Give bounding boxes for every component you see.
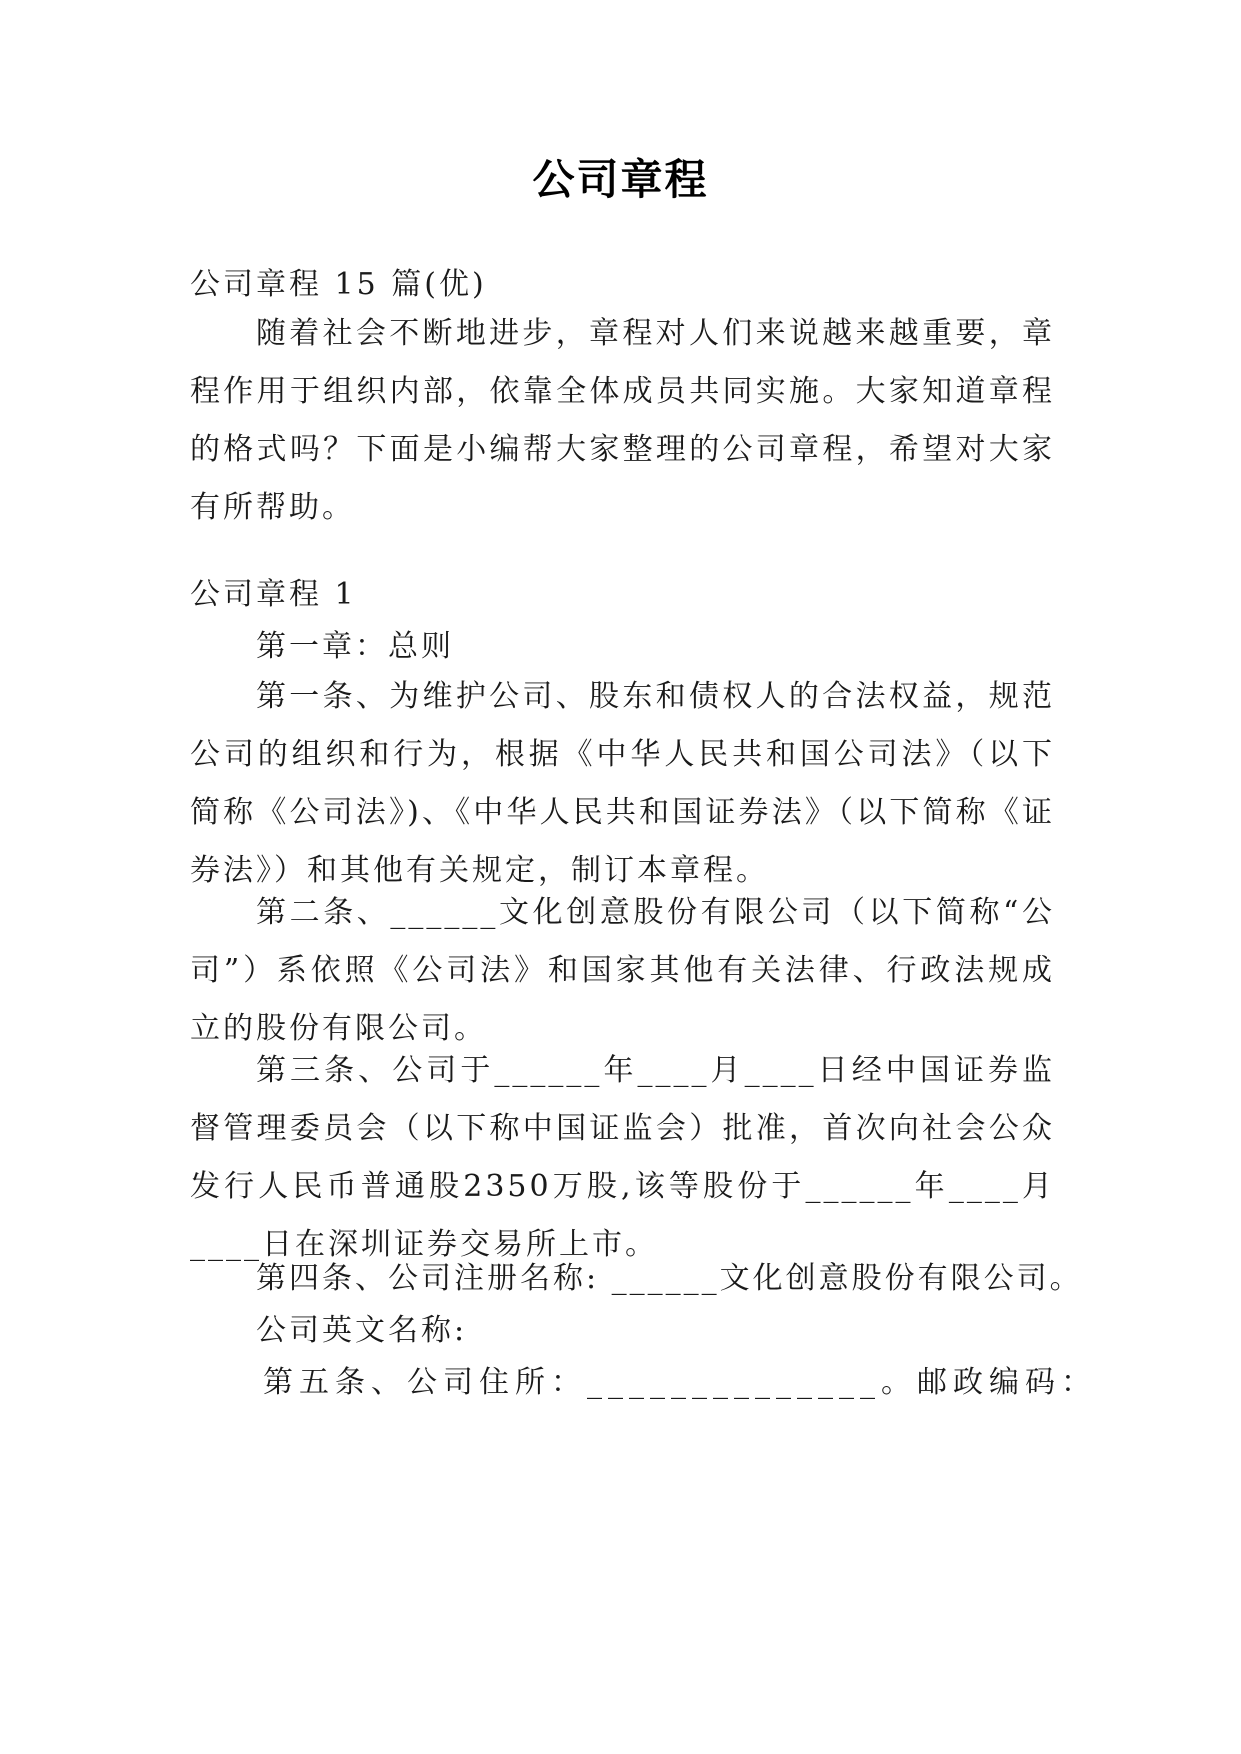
- article-4-paragraph: 第四条、公司注册名称: ______文化创意股份有限公司。: [256, 1261, 1083, 1296]
- intro-paragraph: 随着社会不断地进步，章程对人们来说越来越重要，章程作用于组织内部，依靠全体成员共同实施。大家知道章程的格式吗？下面是小编帮大家整理的公司章程，希望对大家有所帮助。: [190, 316, 1055, 525]
- document-title: 公司章程: [532, 155, 709, 204]
- article-3-paragraph: 第三条、公司于______年____月____日经中国证券监督管理委员会（以下称中国证监会）批准，首次向社会公众发行人民币普通股2350万股,该等股份于______年____月____日在深圳证券交易所上市。: [190, 1053, 1055, 1262]
- article-2-paragraph: 第二条、______文化创意股份有限公司（以下简称“公司”）系依照《公司法》和国家其他有关法律、行政法规成立的股份有限公司。: [190, 895, 1055, 1046]
- section-title: 公司章程 1: [190, 577, 357, 612]
- article-5-paragraph: 第五条、公司住所：______________。邮政编码：: [263, 1365, 1097, 1400]
- article-1-paragraph: 第一条、为维护公司、股东和债权人的合法权益，规范公司的组织和行为，根据《中华人民共和国公司法》（以下简称《公司法》)、《中华人民共和国证券法》（以下简称《证券法》）和其他有关规定，制订本章程。: [190, 679, 1055, 888]
- english-name-label: 公司英文名称:: [256, 1313, 468, 1348]
- chapter-heading: 第一章：总则: [256, 629, 454, 664]
- document-subtitle: 公司章程 15 篇(优): [190, 267, 487, 302]
